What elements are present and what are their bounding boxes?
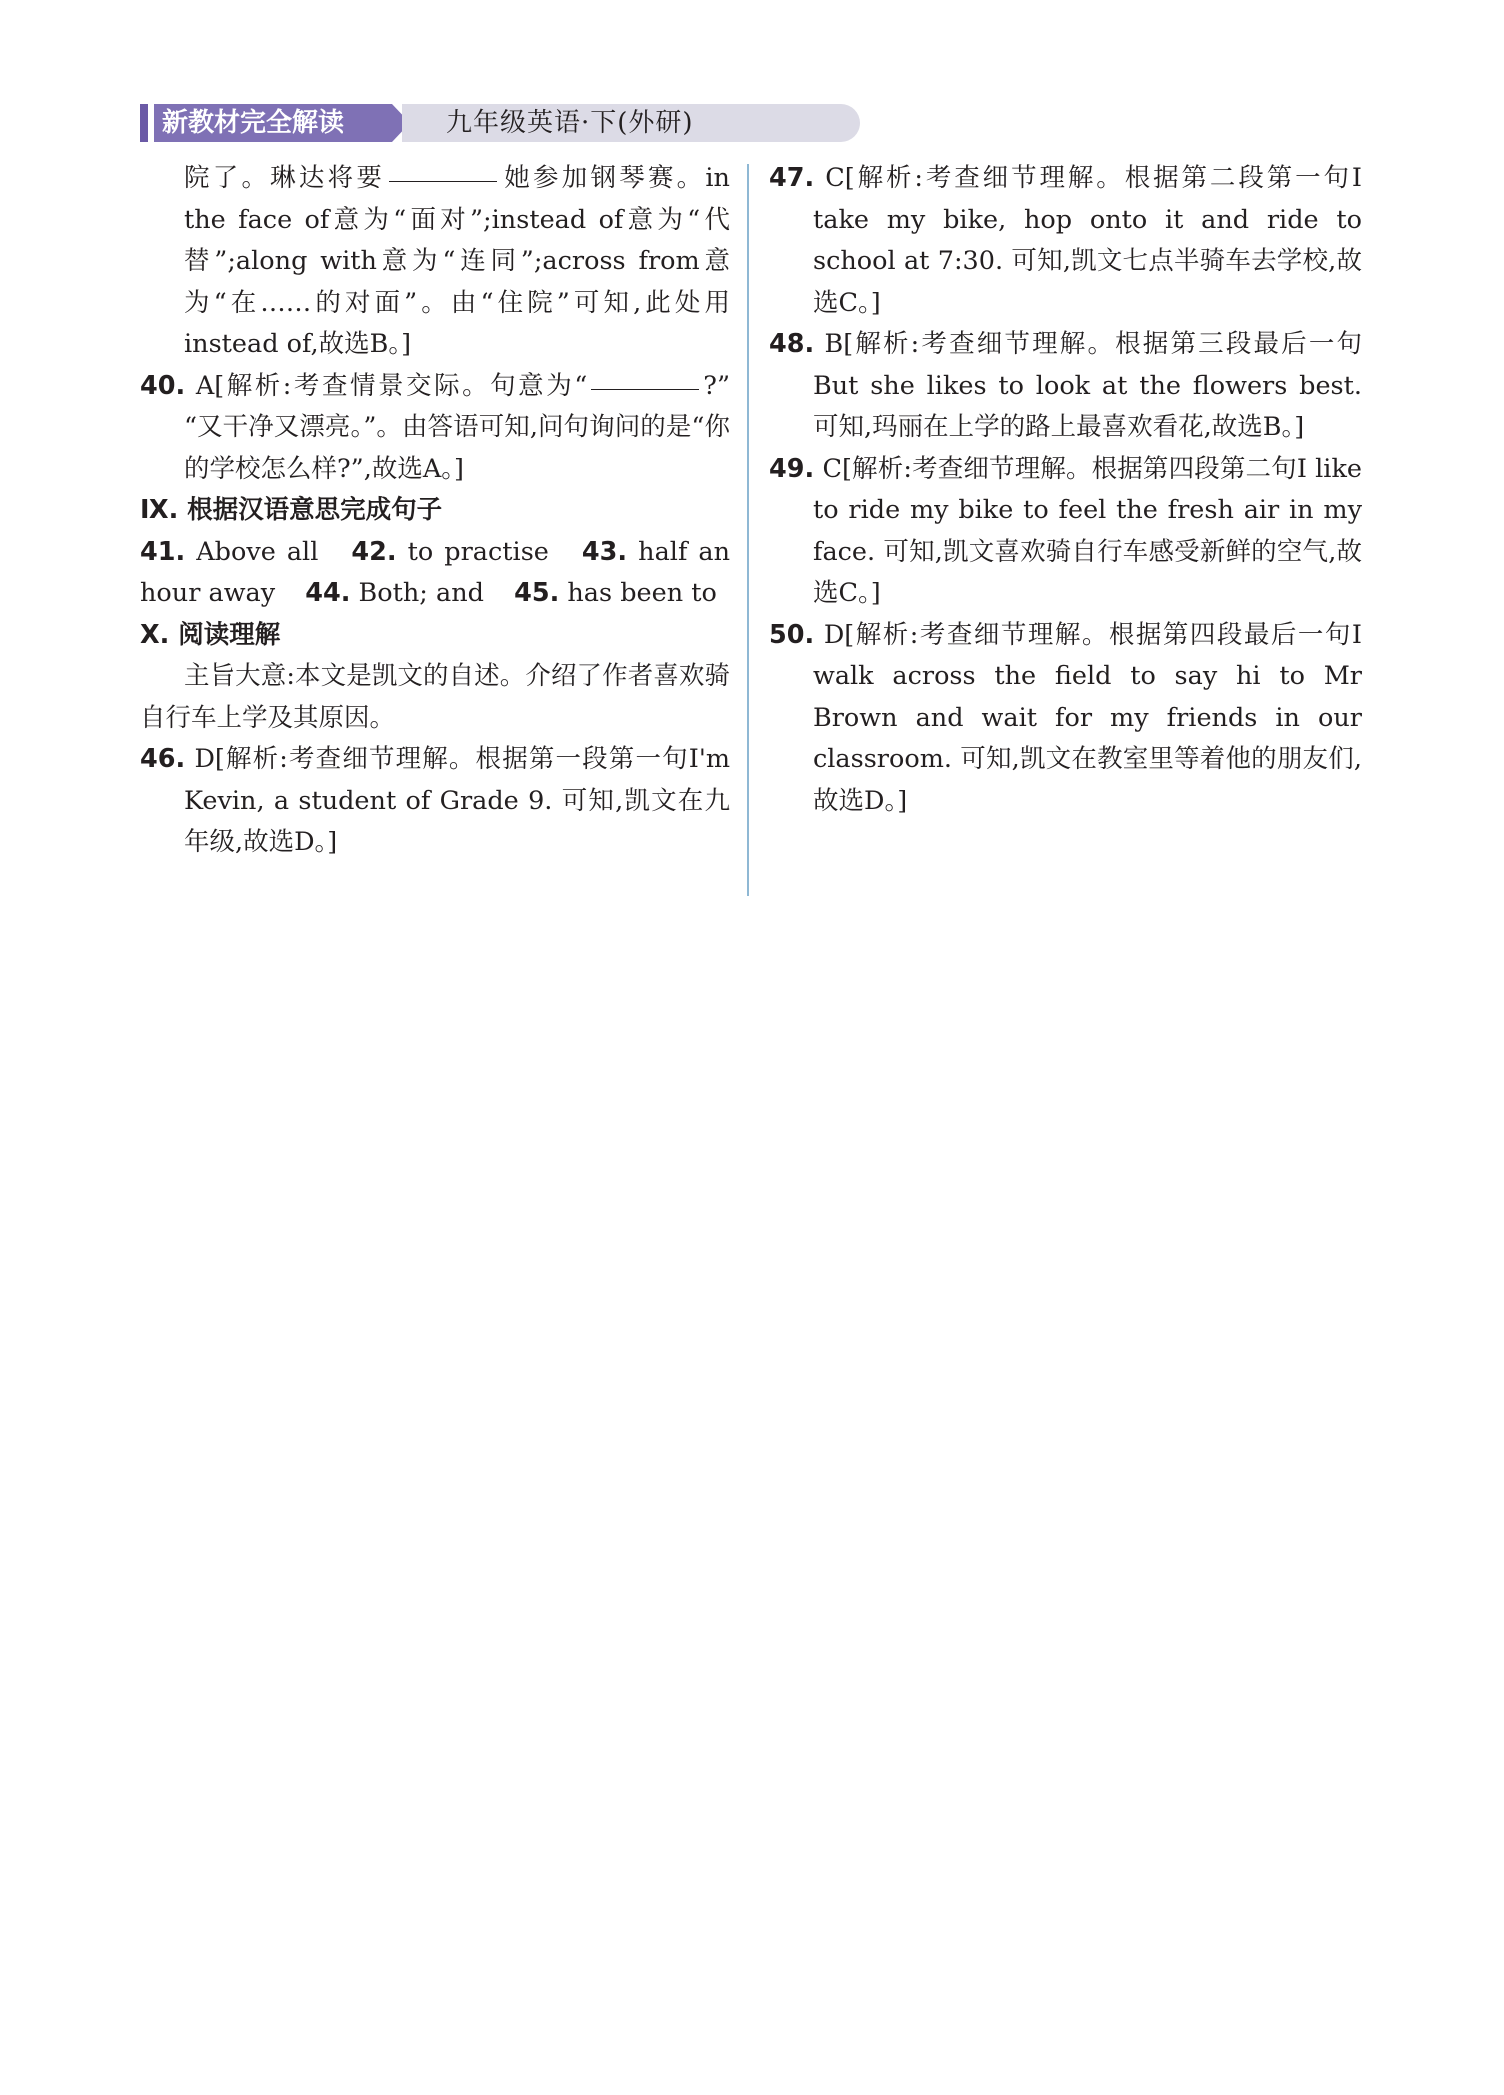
left-column	[140, 158, 730, 864]
continuation-text-b: 她参加钢琴赛。in the face of意为“面对”;instead of意为“代替”;along with意为“连同”;across from意为“在……的对面”。由“住院”可知,此处用instead of,故选B。]	[184, 163, 730, 359]
question-number: 43.	[581, 536, 628, 567]
answer-50-text: D[解析:考查细节理解。根据第四段最后一句I walk across the field to say hi to Mr Brown and wait for my friends in our classroom. 可知,凯文在教室里等着他的朋友们,故选D。]	[813, 619, 1363, 816]
answer-46	[140, 739, 730, 864]
book-subtitle: 九年级英语·下(外研)	[402, 104, 860, 142]
column-divider	[747, 164, 749, 896]
fill-blank	[591, 388, 699, 390]
answer-46-text: D[解析:考查细节理解。根据第一段第一句I'm Kevin, a student of Grade 9. 可知,凯文在九年级,故选D。]	[184, 744, 731, 857]
question-number: 41.	[140, 536, 186, 567]
answer-42: to practise	[407, 536, 549, 567]
answer-40-text-b: ?” “又干净又漂亮。”。由答语可知,问句询问的是“你的学校怎么样?”,故选A。]	[184, 370, 730, 484]
question-number: 48.	[769, 329, 815, 359]
question-number: 40.	[140, 370, 186, 401]
question-number: 44.	[305, 578, 351, 608]
answer-50	[769, 615, 1362, 823]
answers-41-45	[140, 532, 730, 615]
book-series-title: 新教材完全解读	[154, 104, 392, 142]
answer-40-text-a: A[解析:考查情景交际。句意为“	[195, 370, 588, 401]
question-number: 46.	[140, 744, 186, 774]
passage-summary: 主旨大意:本文是凯文的自述。介绍了作者喜欢骑自行车上学及其原因。	[140, 661, 730, 733]
continuation-text-a: 院了。琳达将要	[184, 163, 386, 193]
section-9-heading: Ⅸ. 根据汉语意思完成句子	[140, 495, 443, 525]
answer-41: Above all	[196, 536, 319, 567]
section-10-heading: Ⅹ. 阅读理解	[140, 619, 281, 650]
question-number: 42.	[351, 536, 397, 567]
fill-blank	[389, 180, 497, 182]
question-number: 47.	[769, 163, 815, 193]
question-number: 45.	[514, 578, 560, 608]
answer-44: Both; and	[358, 578, 484, 608]
answer-47-text: C[解析:考查细节理解。根据第二段第一句I take my bike, hop onto it and ride to school at 7:30. 可知,凯文七点半骑车去学校,故选C。]	[813, 163, 1363, 318]
header-accent-bar	[140, 104, 148, 142]
answer-40	[140, 366, 730, 491]
answer-49-text: C[解析:考查细节理解。根据第四段第二句I like to ride my bike to feel the fresh air in my face. 可知,凯文喜欢骑自行车感受新鲜的空气,故选C。]	[813, 453, 1362, 608]
question-number: 49.	[769, 453, 815, 484]
question-number: 50.	[769, 619, 815, 650]
answer-48	[769, 324, 1362, 449]
running-header	[140, 104, 720, 142]
answer-48-text: B[解析:考查细节理解。根据第三段最后一句But she likes to look at the flowers best. 可知,玛丽在上学的路上最喜欢看花,故选B。]	[813, 329, 1362, 442]
answer-45: has been to	[567, 578, 717, 608]
answer-49	[769, 449, 1362, 615]
answer-39-continuation	[140, 158, 730, 366]
right-column	[769, 158, 1362, 822]
answer-47	[769, 158, 1362, 324]
answer-43: half an hour away	[140, 536, 731, 608]
